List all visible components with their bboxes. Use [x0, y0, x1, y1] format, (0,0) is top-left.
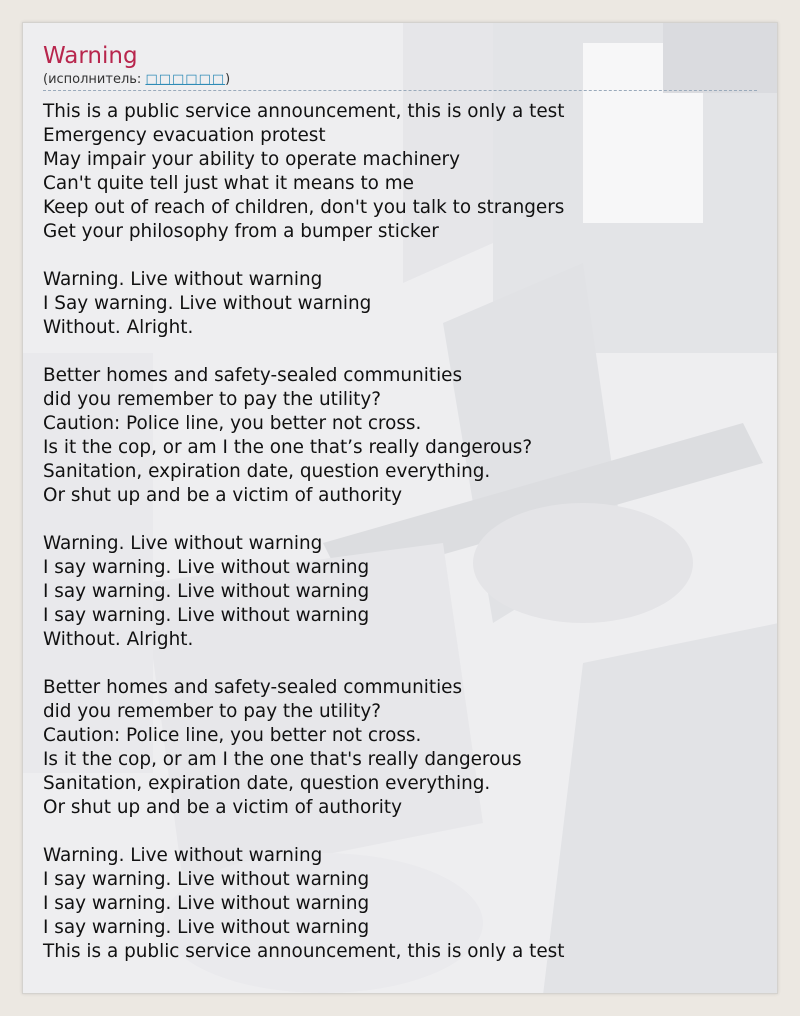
lyrics-stanza: [43, 364, 757, 508]
lyric-line: I say warning. Live without warning: [43, 581, 370, 602]
lyric-line: Or shut up and be a victim of authority: [43, 797, 402, 818]
lyric-line: I say warning. Live without warning: [43, 557, 370, 578]
lyrics-card: [22, 22, 778, 994]
lyric-line: I say warning. Live without warning: [43, 869, 370, 890]
lyric-line: Caution: Police line, you better not cross.: [43, 725, 422, 746]
lyric-line: May impair your ability to operate machinery: [43, 149, 460, 170]
lyrics-stanza: [43, 268, 757, 340]
lyrics-stanza: [43, 676, 757, 820]
lyric-line: I say warning. Live without warning: [43, 917, 370, 938]
lyric-line: Emergency evacuation protest: [43, 125, 326, 146]
lyric-line: I say warning. Live without warning: [43, 893, 370, 914]
lyric-line: Can't quite tell just what it means to me: [43, 173, 414, 194]
lyrics-stanza: [43, 532, 757, 652]
lyric-line: Warning. Live without warning: [43, 269, 323, 290]
lyric-line: Warning. Live without warning: [43, 845, 323, 866]
artist-prefix: (исполнитель:: [43, 72, 146, 87]
song-title: Warning: [43, 43, 138, 69]
lyric-line: Better homes and safety-sealed communities: [43, 677, 463, 698]
artist-suffix: ): [225, 72, 231, 87]
lyric-line: Warning. Live without warning: [43, 533, 323, 554]
lyrics-body: [43, 100, 757, 964]
lyrics-stanza: [43, 844, 757, 964]
lyric-line: Without. Alright.: [43, 317, 194, 338]
lyric-line: Sanitation, expiration date, question everything.: [43, 461, 491, 482]
lyric-line: Is it the cop, or am I the one that's really dangerous: [43, 749, 522, 770]
lyric-line: This is a public service announcement, this is only a test: [43, 101, 565, 122]
lyric-line: Better homes and safety-sealed communities: [43, 365, 463, 386]
lyric-line: did you remember to pay the utility?: [43, 701, 382, 722]
artist-line: [43, 72, 757, 91]
lyric-line: I Say warning. Live without warning: [43, 293, 372, 314]
lyric-line: Is it the cop, or am I the one that’s really dangerous?: [43, 437, 533, 458]
lyrics-stanza: [43, 100, 757, 244]
lyric-line: Keep out of reach of children, don't you talk to strangers: [43, 197, 565, 218]
lyric-line: Or shut up and be a victim of authority: [43, 485, 402, 506]
lyric-line: Sanitation, expiration date, question everything.: [43, 773, 491, 794]
lyric-line: I say warning. Live without warning: [43, 605, 370, 626]
artist-link[interactable]: □□□□□□: [145, 72, 226, 87]
lyric-line: This is a public service announcement, this is only a test: [43, 941, 565, 962]
lyric-line: Get your philosophy from a bumper sticker: [43, 221, 439, 242]
lyric-line: did you remember to pay the utility?: [43, 389, 382, 410]
lyrics-content: [43, 41, 757, 988]
lyric-line: Without. Alright.: [43, 629, 194, 650]
lyric-line: Caution: Police line, you better not cross.: [43, 413, 422, 434]
